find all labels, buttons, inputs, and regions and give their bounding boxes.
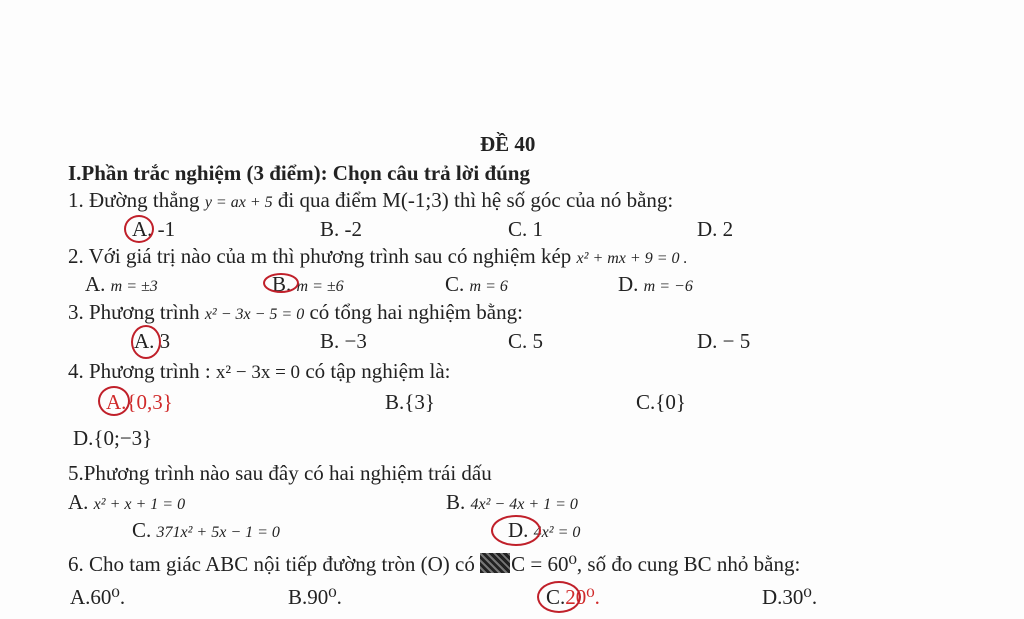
q6-option-d: D.30⁰. — [762, 585, 818, 609]
q1-prefix: 1. Đường thẳng — [68, 188, 200, 212]
angle-symbol-icon — [480, 553, 510, 573]
q5-option-d-label: D. — [508, 518, 529, 542]
question-6 — [68, 551, 800, 577]
q4-option-a-label: A. — [106, 390, 127, 414]
q1-option-c: C. 1 — [508, 217, 544, 241]
q4-answer-mark — [98, 386, 130, 416]
q6-option-c-label: C. — [546, 585, 566, 609]
question-2 — [68, 243, 688, 272]
question-5: 5.Phương trình nào sau đây có hai nghiệm trái dấu — [68, 461, 492, 485]
q4-option-a-value: {0,3} — [126, 390, 173, 414]
q3-formula: x² − 3x − 5 = 0 — [204, 306, 305, 323]
q4-prefix: 4. Phương trình : — [68, 359, 211, 383]
q3-answer-mark — [131, 325, 161, 359]
question-3 — [68, 299, 523, 328]
q5-option-c-label: C. — [132, 518, 152, 542]
q6-prefix: 6. Cho tam giác ABC nội tiếp đường tròn (O) có — [68, 552, 475, 576]
q5-option-b-label: B. — [446, 490, 466, 514]
q5-option-c — [132, 517, 280, 546]
q6-answer-mark — [537, 581, 581, 613]
q2-option-b-value: m = ±6 — [296, 278, 344, 295]
q2-option-d-value: m = −6 — [643, 278, 693, 295]
q5-option-b-value: 4x² − 4x + 1 = 0 — [470, 496, 578, 513]
q3-option-d: D. − 5 — [697, 329, 751, 353]
q6-option-a: A.60⁰. — [70, 585, 126, 609]
q1-option-d: D. 2 — [697, 217, 734, 241]
q3-option-a: A. 3 — [134, 329, 171, 353]
q5-option-a-value: x² + x + 1 = 0 — [93, 496, 186, 513]
q2-option-b-label: B. — [272, 272, 292, 296]
q2-answer-mark — [263, 273, 299, 293]
q3-option-c: C. 5 — [508, 329, 544, 353]
q1-answer-mark — [124, 215, 154, 243]
q5-option-b — [446, 489, 578, 518]
q2-option-d-label: D. — [618, 272, 639, 296]
q5-option-d-value: 4x² = 0 — [533, 524, 581, 541]
q2-option-d — [618, 271, 693, 300]
q1-option-b: B. -2 — [320, 217, 362, 241]
q5-option-a-label: A. — [68, 490, 89, 514]
q6-option-c-value: 20⁰. — [565, 585, 600, 609]
section-heading: I.Phần trắc nghiệm (3 điểm): Chọn câu trả lời đúng — [68, 161, 530, 185]
q2-option-a-value: m = ±3 — [110, 278, 158, 295]
q4-option-c: C.{0} — [636, 390, 686, 414]
q5-option-c-value: 371x² + 5x − 1 = 0 — [156, 524, 280, 541]
q5-option-a — [68, 489, 185, 518]
q4-suffix: có tập nghiệm là: — [305, 359, 451, 383]
q4-option-d: D.{0;−3} — [73, 426, 153, 450]
exam-title: ĐỀ 40 — [480, 132, 536, 156]
q3-option-b: B. −3 — [320, 329, 367, 353]
q2-option-a — [85, 271, 158, 300]
q1-formula: y = ax + 5 — [204, 194, 273, 211]
q6-suffix: , số đo cung BC nhỏ bằng: — [576, 552, 801, 576]
q2-option-a-label: A. — [85, 272, 106, 296]
q2-option-c — [445, 271, 508, 300]
question-1 — [68, 187, 673, 216]
q2-option-c-label: C. — [445, 272, 465, 296]
q2-option-c-value: m = 6 — [469, 278, 508, 295]
q6-option-b: B.90⁰. — [288, 585, 342, 609]
q3-suffix: có tổng hai nghiệm bằng: — [309, 300, 523, 324]
q4-formula: x² − 3x = 0 — [215, 362, 301, 383]
question-4 — [68, 358, 451, 386]
q1-option-a: A. -1 — [132, 217, 176, 241]
q6-angle: C = 60⁰ — [511, 552, 577, 576]
q2-prefix: 2. Với giá trị nào của m thì phương trình sau có nghiệm kép — [68, 244, 572, 268]
q5-answer-mark — [491, 515, 541, 546]
q4-option-b: B.{3} — [385, 390, 435, 414]
q3-prefix: 3. Phương trình — [68, 300, 200, 324]
q2-formula: x² + mx + 9 = 0 . — [576, 250, 688, 267]
q1-suffix: đi qua điểm M(-1;3) thì hệ số góc của nó bằng: — [277, 188, 674, 212]
